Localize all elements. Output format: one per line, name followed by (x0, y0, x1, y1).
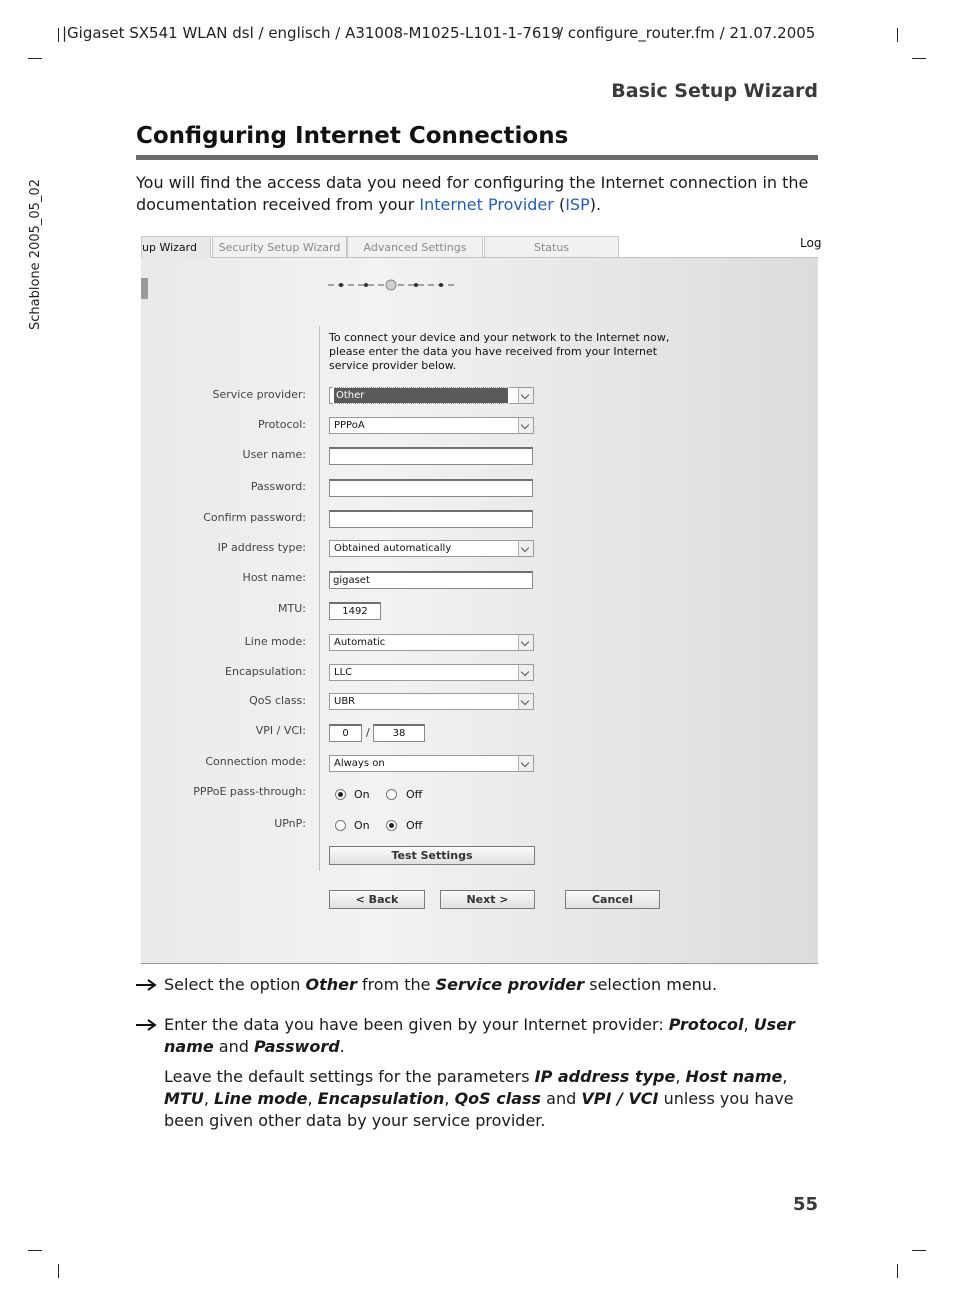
scrollbar-thumb[interactable] (141, 278, 148, 299)
tab-status[interactable]: Status (484, 236, 619, 257)
label-mtu: MTU: (278, 602, 306, 615)
encapsulation-select[interactable]: LLC (329, 664, 534, 681)
chevron-down-icon (518, 665, 533, 680)
chevron-down-icon (518, 635, 533, 650)
progress-steps-icon (328, 278, 456, 292)
label-host-name: Host name: (242, 571, 306, 584)
upnp-off-label: Off (406, 819, 423, 832)
chevron-down-icon (518, 418, 533, 433)
pppoe-on-label: On (354, 788, 370, 801)
upnp-on-label: On (354, 819, 370, 832)
router-screenshot (141, 236, 822, 964)
mtu-input[interactable]: 1492 (329, 602, 381, 620)
tab-basic-setup-wizard[interactable]: up Wizard (141, 236, 211, 259)
header-right: / configure_router.fm / 21.07.2005 (558, 24, 816, 42)
arrow-right-icon (136, 979, 158, 991)
service-provider-select[interactable]: Other (329, 387, 534, 404)
wizard-instruction: To connect your device and your network to the Internet now, please enter the data you have received from your Internet service provider below. (329, 331, 670, 372)
bullet-select-other: Select the option Other from the Service provider selection menu. (164, 975, 718, 994)
page-title: Configuring Internet Connections (136, 123, 569, 149)
bullet-enter-data: Enter the data you have been given by your Internet provider: Protocol, User name and Password. (164, 1015, 795, 1056)
vci-input[interactable]: 38 (373, 724, 425, 742)
pppoe-off-radio[interactable] (386, 789, 397, 800)
crop-mark (912, 1250, 926, 1251)
label-confirm-password: Confirm password: (203, 511, 306, 524)
test-settings-button[interactable]: Test Settings (329, 846, 535, 865)
crop-mark (897, 28, 898, 42)
label-pppoe-pass-through: PPPoE pass-through: (193, 785, 306, 798)
page-number: 55 (792, 1194, 818, 1215)
confirm-password-input[interactable] (329, 510, 533, 528)
label-encapsulation: Encapsulation: (225, 665, 306, 678)
label-line-mode: Line mode: (244, 635, 306, 648)
vpi-vci-separator: / (366, 726, 370, 739)
default-settings-paragraph: Leave the default settings for the parameters IP address type, Host name, MTU, Line mode, Encapsulation, QoS class and VPI / VCI unless you have been given other data by your service provider. (164, 1067, 794, 1130)
cancel-button[interactable]: Cancel (565, 890, 660, 909)
label-qos-class: QoS class: (249, 694, 306, 707)
running-header (62, 24, 816, 42)
label-vpi-vci: VPI / VCI: (255, 724, 306, 737)
label-upnp: UPnP: (274, 817, 306, 830)
label-service-provider: Service provider: (212, 388, 306, 401)
template-label: Schablone 2005_05_02 (28, 179, 43, 330)
section-heading: Basic Setup Wizard (611, 80, 818, 102)
next-button[interactable]: Next > (440, 890, 535, 909)
chevron-down-icon (518, 541, 533, 556)
tab-security-setup-wizard[interactable]: Security Setup Wizard (212, 236, 347, 257)
crop-mark (912, 58, 926, 59)
logout-link[interactable]: Log (800, 236, 822, 250)
crop-mark (58, 28, 59, 42)
host-name-input[interactable]: gigaset (329, 571, 533, 589)
label-connection-mode: Connection mode: (205, 755, 306, 768)
crop-mark (28, 58, 42, 59)
chevron-down-icon (518, 694, 533, 709)
crop-mark (897, 1264, 898, 1278)
password-input[interactable] (329, 479, 533, 497)
label-ip-address-type: IP address type: (217, 541, 306, 554)
protocol-select[interactable]: PPPoA (329, 417, 534, 434)
upnp-off-radio[interactable] (386, 820, 397, 831)
isp-link[interactable]: ISP (565, 195, 590, 214)
chevron-down-icon (518, 756, 533, 771)
title-rule (136, 155, 818, 160)
ip-address-type-select[interactable]: Obtained automatically (329, 540, 534, 557)
tab-advanced-settings[interactable]: Advanced Settings (347, 236, 483, 257)
intro-paragraph: You will find the access data you need for configuring the Internet connection in the documentation received from your Internet Provider (ISP). (136, 173, 809, 214)
wizard-panel (141, 258, 818, 964)
vpi-input[interactable]: 0 (329, 724, 362, 742)
upnp-on-radio[interactable] (335, 820, 346, 831)
chevron-down-icon (518, 388, 533, 403)
label-user-name: User name: (242, 448, 306, 461)
arrow-right-icon (136, 1019, 158, 1031)
back-button[interactable]: < Back (329, 890, 425, 909)
label-protocol: Protocol: (257, 418, 306, 431)
label-password: Password: (250, 480, 306, 493)
qos-class-select[interactable]: UBR (329, 693, 534, 710)
crop-mark (58, 1264, 59, 1278)
crop-mark (28, 1250, 42, 1251)
pppoe-off-label: Off (406, 788, 423, 801)
pppoe-on-radio[interactable] (335, 789, 346, 800)
tab-bar (141, 236, 822, 258)
internet-provider-link[interactable]: Internet Provider (419, 195, 554, 214)
form-divider (319, 326, 320, 871)
line-mode-select[interactable]: Automatic (329, 634, 534, 651)
header-left: |Gigaset SX541 WLAN dsl / englisch / A31008-M1025-L101-1-7619 (62, 24, 561, 42)
connection-mode-select[interactable]: Always on (329, 755, 534, 772)
user-name-input[interactable] (329, 447, 533, 465)
